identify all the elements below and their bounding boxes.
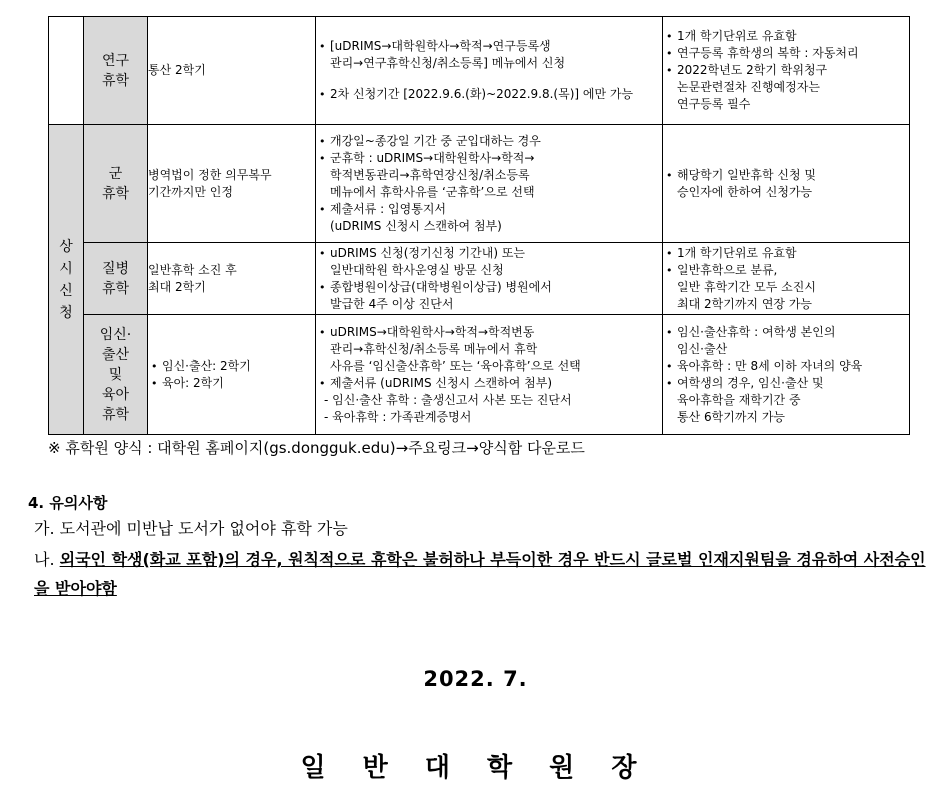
item-line: • 제출서류 (uDRIMS 신청시 스캔하여 첨부) (330, 375, 553, 390)
bullet-item (148, 358, 315, 375)
item-line: 임신·출산 (677, 341, 728, 356)
group-label: 시 (59, 260, 73, 277)
group-label: 청 (59, 304, 73, 321)
item-line: 육아휴학을 재학기간 중 (677, 392, 801, 407)
bullet-list (663, 324, 909, 426)
item-line: 관리→휴학신청/취소등록 메뉴에서 휴학 (330, 341, 538, 356)
bullet-item (663, 245, 909, 262)
bullet-list (663, 245, 909, 313)
category-label: 휴학 (101, 406, 130, 423)
item-line: 일반대학원 학사운영실 방문 신청 (330, 262, 504, 277)
item-line: 학적변동관리→휴학연장신청/취소등록 (330, 167, 530, 182)
period-cell (148, 125, 316, 243)
category-label: 및 (108, 366, 123, 383)
item-line: • 육아: 2학기 (162, 375, 224, 390)
bullet-list (316, 133, 662, 235)
table-row (49, 243, 910, 315)
category-cell (84, 125, 148, 243)
item-line: • uDRIMS→대학원학사→학적→학적변동 (330, 324, 535, 339)
item-line: • 군휴학 : uDRIMS→대학원학사→학적→ (330, 150, 535, 165)
item-line: • 제출서류 : 입영통지서 (330, 201, 447, 216)
notice-item-b (34, 545, 929, 603)
method-cell (316, 17, 663, 125)
category-label: 연구 (101, 52, 130, 69)
notice-item-a: 가. 도서관에 미반납 도서가 없어야 휴학 가능 (34, 519, 348, 538)
method-cell (316, 243, 663, 315)
bullet-list (148, 358, 315, 392)
period-text: 일반휴학 소진 후 (148, 262, 237, 277)
group-cell-empty (49, 17, 84, 125)
category-label: 질병 (101, 260, 130, 277)
bullet-item (663, 324, 909, 358)
bullet-item (316, 133, 662, 150)
item-line: • 해당학기 일반휴학 신청 및 (677, 167, 816, 182)
bullet-item (316, 279, 662, 313)
item-line: (uDRIMS 신청시 스캔하여 첨부) (330, 218, 502, 233)
category-label: 임신· (99, 326, 132, 343)
item-line: 일반 휴학기간 모두 소진시 (677, 279, 816, 294)
bullet-item (316, 86, 662, 103)
notice-item-b-emphasis: 외국인 학생(화교 포함)의 경우, 원칙적으로 휴학은 불허하나 부득이한 경우 반드시 글로벌 인재지원팀을 경유하여 사전승인을 받아야함 (34, 550, 926, 598)
item-line: 사유를 ‘임신출산휴학’ 또는 ‘육아휴학’으로 선택 (330, 358, 581, 373)
notice-item-b-marker: 나. (34, 550, 60, 569)
issuer-signature: 일 반 대 학 원 장 (300, 753, 651, 783)
period-text: 최대 2학기 (148, 279, 206, 294)
document-date: 2022. 7. (423, 667, 528, 691)
item-line: • 1개 학기단위로 유효함 (677, 29, 797, 43)
item-line: 통산 6학기까지 가능 (677, 409, 786, 424)
bullet-item (663, 167, 909, 201)
item-line: • 연구등록 휴학생의 복학 : 자동처리 (677, 46, 859, 60)
item-line: • [uDRIMS→대학원학사→학적→연구등록생 (330, 39, 551, 53)
bullet-item (663, 28, 909, 45)
category-label: 휴학 (101, 72, 130, 89)
bullet-item (663, 45, 909, 62)
item-line: 승인자에 한하여 신청가능 (677, 184, 813, 199)
item-line: 논문관련절차 진행예정자는 (677, 80, 820, 94)
item-line: • 종합병원이상급(대학병원이상급) 병원에서 (330, 279, 552, 294)
item-line: • 육아휴학 : 만 8세 이하 자녀의 양육 (677, 358, 863, 373)
item-line: • 일반휴학으로 분류, (677, 262, 778, 277)
item-line: • 개강일~종강일 기간 중 군입대하는 경우 (330, 133, 541, 148)
table-row (49, 17, 910, 125)
table-row (49, 125, 910, 243)
bullet-list (663, 167, 909, 201)
period-text: 병역법이 정한 의무복무 (148, 167, 272, 182)
bullet-item (316, 324, 662, 375)
bullet-list (663, 28, 909, 113)
item-line: • 2차 신청기간 [2022.9.6.(화)~2022.9.8.(목)] 에만 가능 (330, 87, 634, 101)
item-line: 관리→연구휴학신청/취소등록] 메뉴에서 신청 (330, 56, 566, 70)
bullet-item (316, 38, 662, 72)
bullet-list (316, 38, 662, 103)
period-cell (148, 243, 316, 315)
spacer (316, 72, 662, 86)
category-cell (84, 243, 148, 315)
item-line: • 임신·출산휴학 : 여학생 본인의 (677, 324, 836, 339)
method-cell (316, 315, 663, 435)
period-cell (148, 315, 316, 435)
item-line: - 육아휴학 : 가족관계증명서 (324, 409, 472, 424)
item-line: 메뉴에서 휴학사유를 ‘군휴학’으로 선택 (330, 184, 535, 199)
bullet-item (148, 375, 315, 392)
category-label: 휴학 (101, 280, 130, 297)
category-label: 육아 (101, 386, 130, 403)
category-cell (84, 17, 148, 125)
form-download-note: ※ 휴학원 양식 : 대학원 홈페이지(gs.dongguk.edu)→주요링크→양식함 다운로드 (48, 439, 585, 457)
bullet-item (663, 375, 909, 426)
item-line: • 1개 학기단위로 유효함 (677, 245, 797, 260)
category-label: 휴학 (101, 185, 130, 202)
bullet-item (663, 358, 909, 375)
notes-cell (663, 315, 910, 435)
dash-item (316, 392, 662, 409)
section-heading: 4. 유의사항 (28, 494, 108, 512)
method-cell (316, 125, 663, 243)
period-text: 통산 2학기 (148, 63, 206, 77)
item-line: • uDRIMS 신청(정기신청 기간내) 또는 (330, 245, 526, 260)
category-cell (84, 315, 148, 435)
notes-cell (663, 17, 910, 125)
table-row (49, 315, 910, 435)
item-line: • 여학생의 경우, 임신·출산 및 (677, 375, 824, 390)
leave-type-table (48, 16, 910, 435)
bullet-item (316, 245, 662, 279)
item-line: • 2022학년도 2학기 학위청구 (677, 63, 828, 77)
item-line: 발급한 4주 이상 진단서 (330, 296, 454, 311)
dash-item (316, 409, 662, 426)
group-cell (49, 125, 84, 435)
item-line: • 임신·출산: 2학기 (162, 358, 251, 373)
item-line: 최대 2학기까지 연장 가능 (677, 296, 812, 311)
group-label: 신 (59, 282, 73, 299)
group-label: 상 (59, 238, 73, 255)
bullet-list (316, 245, 662, 313)
item-line: - 임신·출산 휴학 : 출생신고서 사본 또는 진단서 (324, 392, 572, 407)
bullet-item (663, 262, 909, 313)
category-label: 군 (108, 165, 123, 182)
bullet-item (316, 375, 662, 392)
category-label: 출산 (101, 346, 130, 363)
period-text: 기간까지만 인정 (148, 184, 233, 199)
notes-cell (663, 243, 910, 315)
bullet-item (663, 62, 909, 113)
bullet-item (316, 150, 662, 201)
bullet-list (316, 324, 662, 426)
bullet-item (316, 201, 662, 235)
period-cell (148, 17, 316, 125)
item-line: 연구등록 필수 (677, 97, 751, 111)
notes-cell (663, 125, 910, 243)
